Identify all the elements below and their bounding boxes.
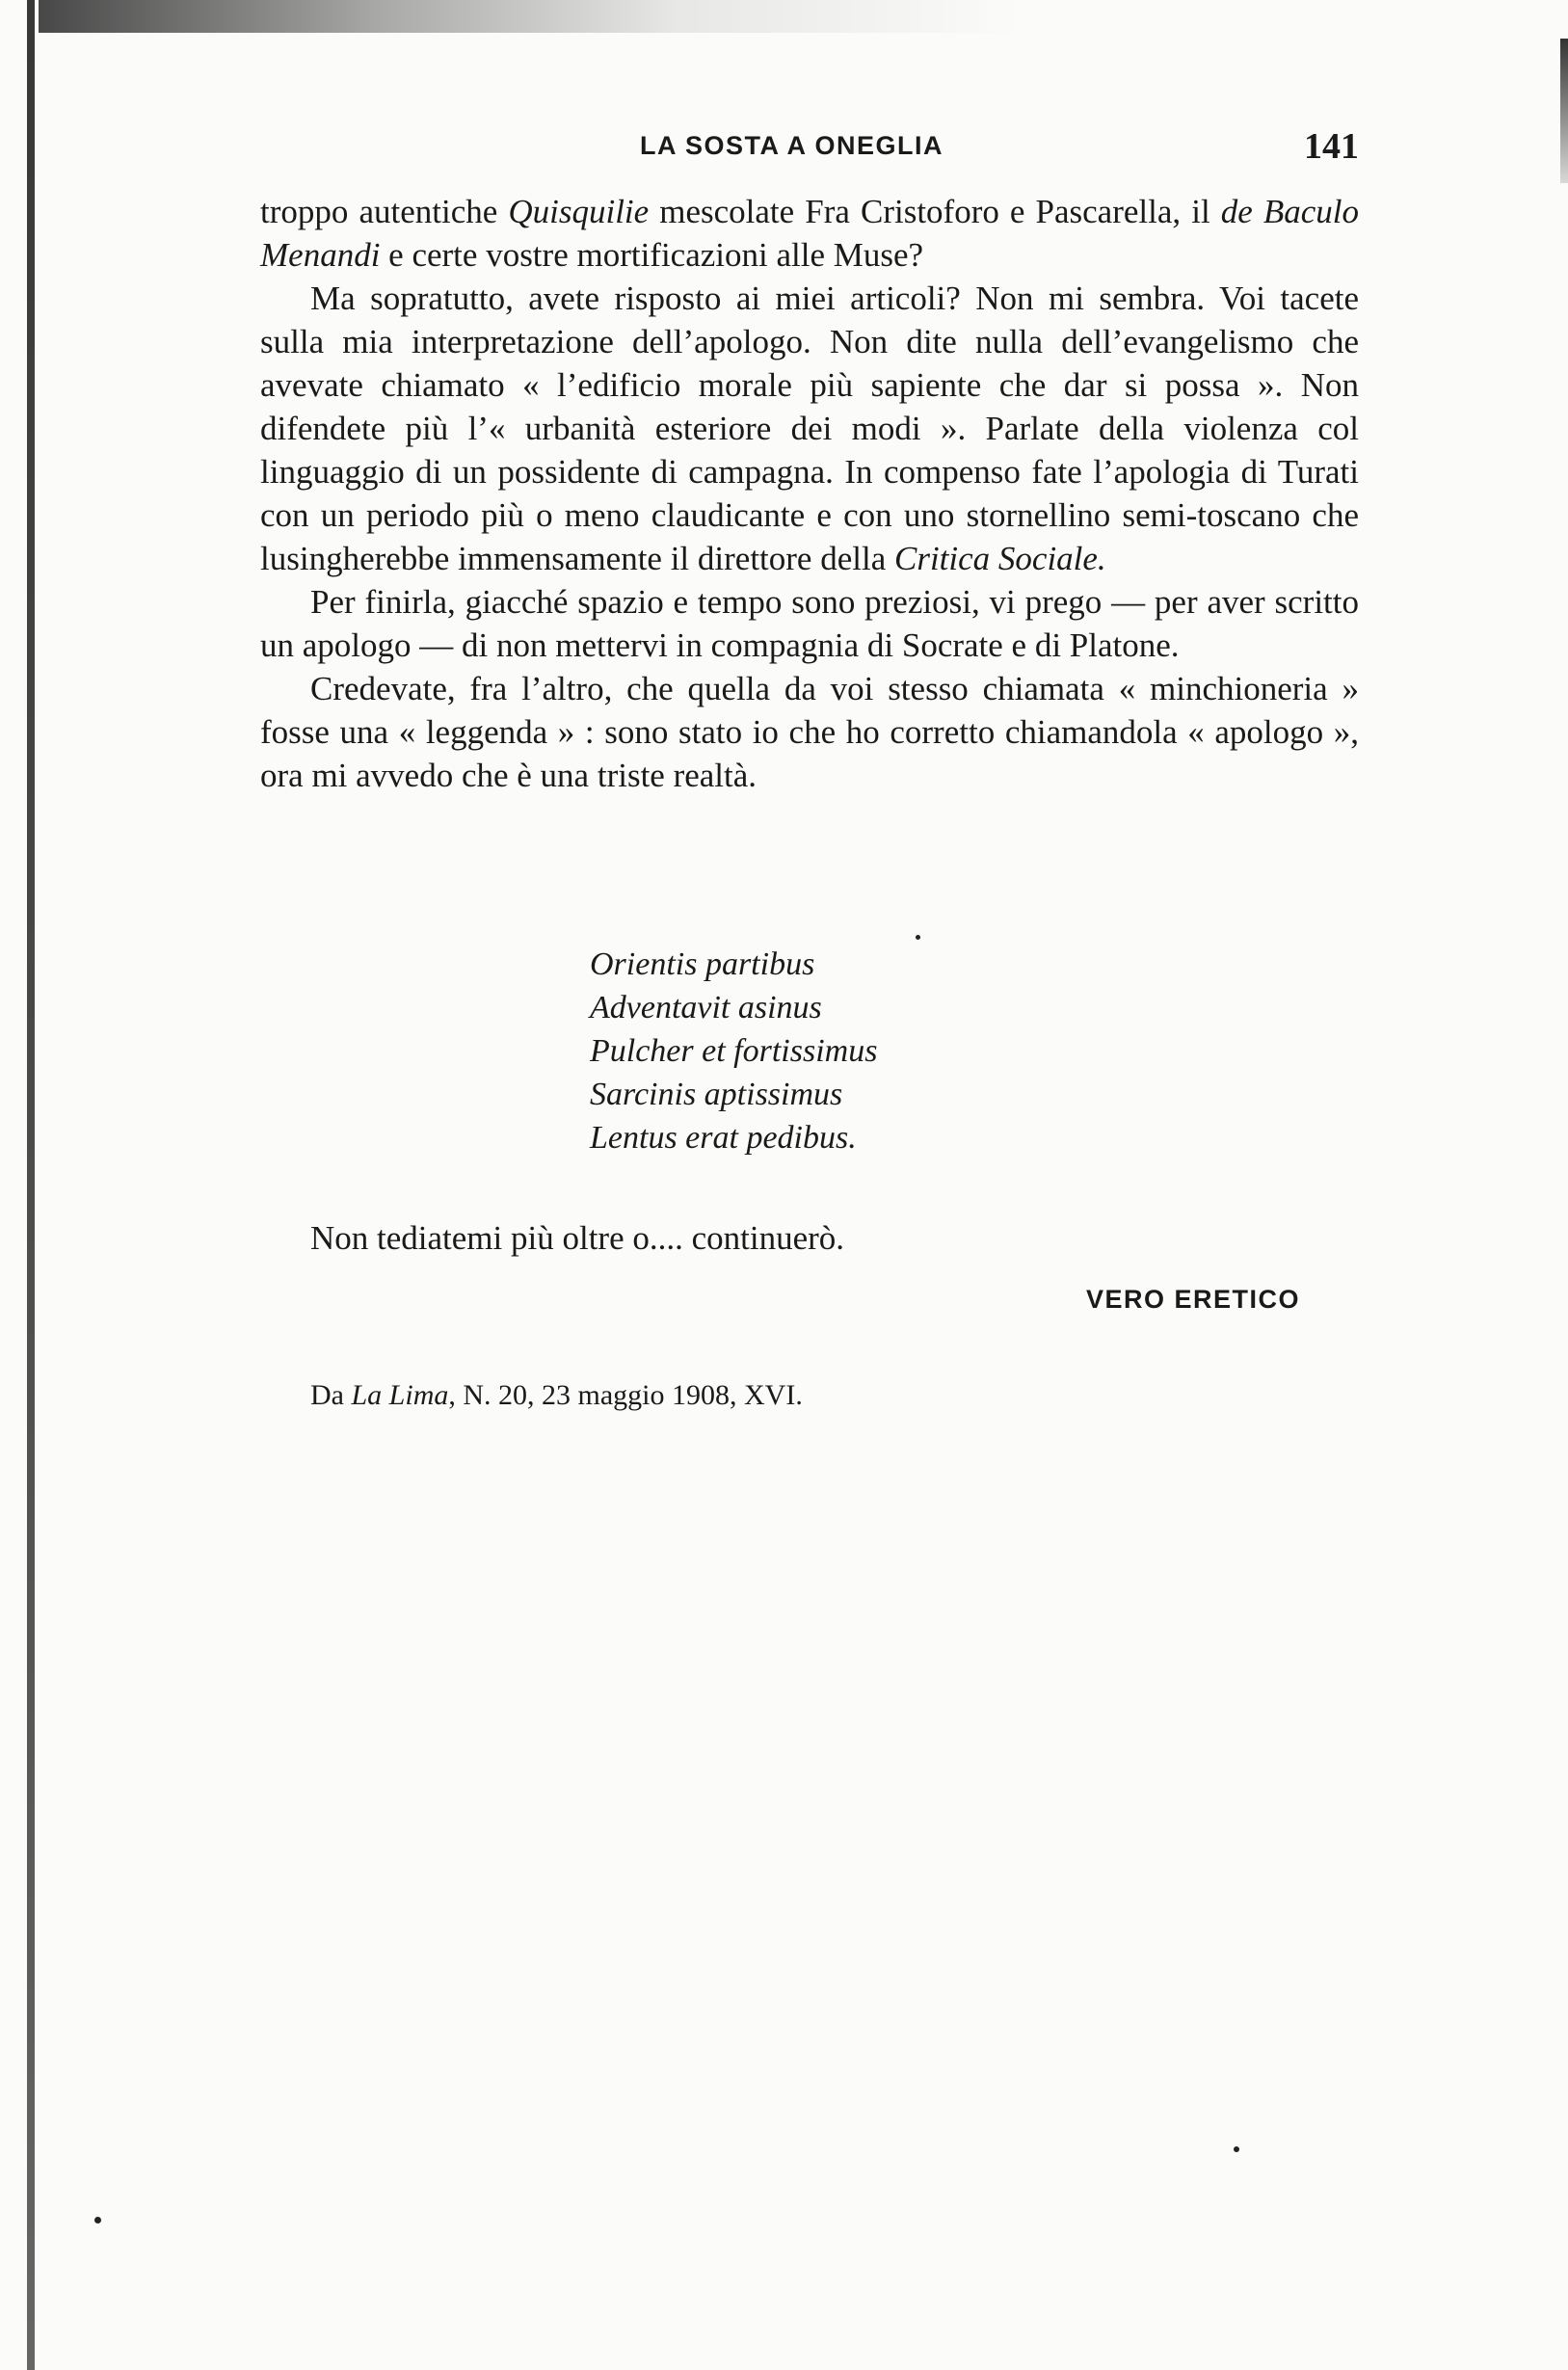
running-head — [260, 125, 1359, 173]
text-segment: mescolate Fra Cristoforo e Pascarella, il — [649, 193, 1221, 230]
source-publication: La Lima — [351, 1379, 449, 1411]
running-head-title: LA SOSTA A ONEGLIA — [640, 131, 943, 160]
text-segment: Per finirla, giacché spazio e tempo sono preziosi, vi prego — per aver scritto un apologo — di non mettervi in compagnia di Socrate e di Platone. — [260, 583, 1359, 664]
body-text — [260, 190, 1359, 797]
text-segment-italic: Quisquilie — [508, 193, 650, 230]
latin-verse — [590, 943, 877, 1159]
text-segment: Ma sopratutto, avete risposto ai miei articoli? Non mi sembra. Voi tacete sulla mia interpretazione dell’apologo. Non dite nulla dell’evangelismo che avevate chiamato « l’edificio morale più sapiente che dar si possa ». Non difendete più l’« urbanità esteriore dei modi ». Parlate della violenza col linguaggio di un possidente di campagna. In compenso fate l’apologia di Turati con un periodo più o meno claudicante e con uno stornellino semi-toscano che lusingherebbe immensamente il direttore della — [260, 280, 1359, 577]
source-citation — [310, 1376, 803, 1415]
verse-line: Pulcher et fortissimus — [590, 1033, 878, 1069]
scan-edge-right — [1560, 39, 1568, 183]
paragraph — [260, 277, 1359, 580]
paragraph — [260, 580, 1359, 667]
text-segment: troppo autentiche — [260, 193, 509, 230]
verse-line: Sarcinis aptissimus — [590, 1077, 843, 1112]
paragraph — [260, 190, 1359, 277]
scan-speck — [916, 935, 920, 940]
text-segment-italic: Critica Sociale. — [893, 540, 1106, 577]
scan-edge-left — [27, 0, 35, 2370]
source-prefix: Da — [310, 1379, 352, 1411]
page-number: 141 — [1304, 126, 1359, 167]
scan-speck — [94, 2217, 101, 2224]
text-segment: e certe vostre mortificazioni alle Muse? — [380, 236, 924, 274]
text-segment: Credevate, fra l’altro, che quella da voi stesso chiamata « minchioneria » fosse una « leggenda » : sono stato io che ho corretto chiamandola « apologo », ora mi avvedo che è una triste realtà. — [260, 670, 1359, 794]
text-segment-italic: de Baculo Menandi — [260, 193, 1359, 274]
author-signature: VERO ERETICO — [1085, 1285, 1300, 1314]
source-suffix: , N. 20, 23 maggio 1908, XVI. — [448, 1379, 803, 1411]
scan-edge-top — [39, 0, 1022, 33]
verse-line: Orientis partibus — [590, 946, 815, 982]
verse-line: Adventavit asinus — [590, 990, 822, 1025]
scan-speck — [1234, 2146, 1239, 2152]
verse-line: Lentus erat pedibus. — [590, 1120, 857, 1156]
closing-line: Non tediatemi più oltre o.... continuerò. — [310, 1219, 845, 1257]
paragraph — [260, 667, 1359, 797]
